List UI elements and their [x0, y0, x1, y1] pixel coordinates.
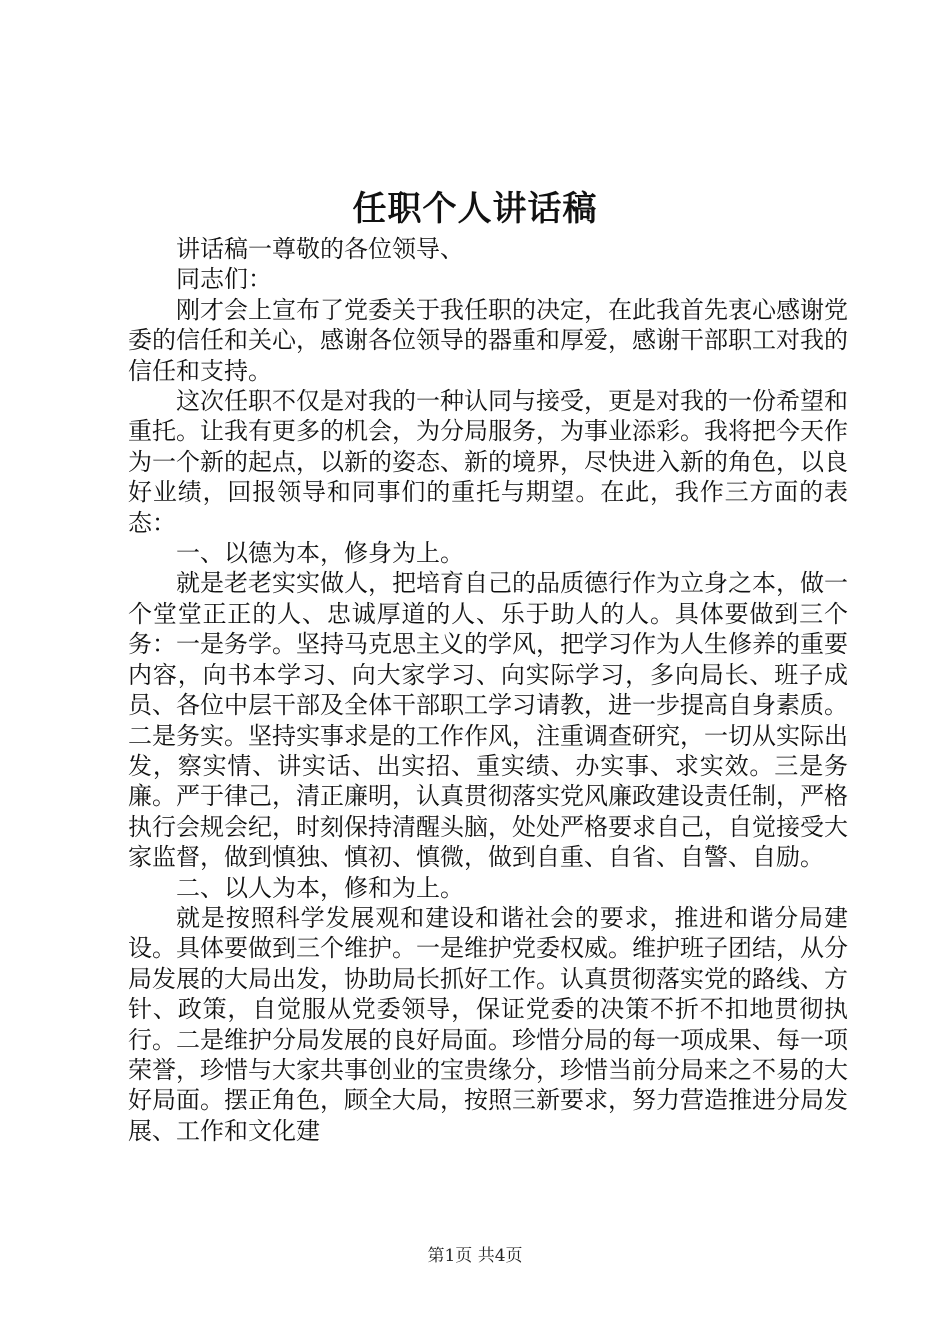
- paragraph-section-1: 就是老老实实做人，把培育自己的品质德行作为立身之本，做一个堂堂正正的人、忠诚厚道的人、乐于助人的人。具体要做到三个务：一是务学。坚持马克思主义的学风，把学习作为人生修养的重要内容，向书本学习、向大家学习、向实际学习，多向局长、班子成员、各位中层干部及全体干部职工学习请教，进一步提高自身素质。二是务实。坚持实事求是的工作作风，注重调查研究，一切从实际出发，察实情、讲实话、出实招、重实绩、办实事、求实效。三是务廉。严于律己，清正廉明，认真贯彻落实党风廉政建设责任制，严格执行会规会纪，时刻保持清醒头脑，处处严格要求自己，自觉接受大家监督，做到慎独、慎初、慎微，做到自重、自省、自警、自励。: [128, 569, 848, 872]
- paragraph-appointment: 这次任职不仅是对我的一种认同与接受，更是对我的一份希望和重托。让我有更多的机会，为分局服务，为事业添彩。我将把今天作为一个新的起点，以新的姿态、新的境界，尽快进入新的角色，以良好业绩，回报领导和同事们的重托与期望。在此，我作三方面的表态：: [128, 387, 848, 537]
- page-footer: 第1页 共4页: [427, 1246, 523, 1266]
- document-title: 任职个人讲话稿: [352, 189, 598, 229]
- paragraph-thanks: 刚才会上宣布了党委关于我任职的决定，在此我首先衷心感谢党委的信任和关心，感谢各位领导的器重和厚爱，感谢干部职工对我的信任和支持。: [128, 295, 848, 385]
- document-body: [128, 234, 848, 1146]
- paragraph-section-2: 就是按照科学发展观和建设和谐社会的要求，推进和谐分局建设。具体要做到三个维护。一是维护党委权威。维护班子团结，从分局发展的大局出发，协助局长抓好工作。认真贯彻落实党的路线、方针、政策，自觉服从党委领导，保证党委的决策不折不扣地贯彻执行。二是维护分局发展的良好局面。珍惜分局的每一项成果、每一项荣誉，珍惜与大家共事创业的宝贵缘分，珍惜当前分局来之不易的大好局面。摆正角色，顾全大局，按照三新要求，努力营造推进分局发展、工作和文化建: [128, 903, 848, 1145]
- section-heading-1: 一、以德为本，修身为上。: [176, 539, 464, 568]
- paragraph-salutation: 讲话稿一尊敬的各位领导、: [176, 235, 464, 263]
- section-heading-2: 二、以人为本，修和为上。: [176, 873, 464, 902]
- paragraph-salutation-2: 同志们：: [176, 265, 272, 294]
